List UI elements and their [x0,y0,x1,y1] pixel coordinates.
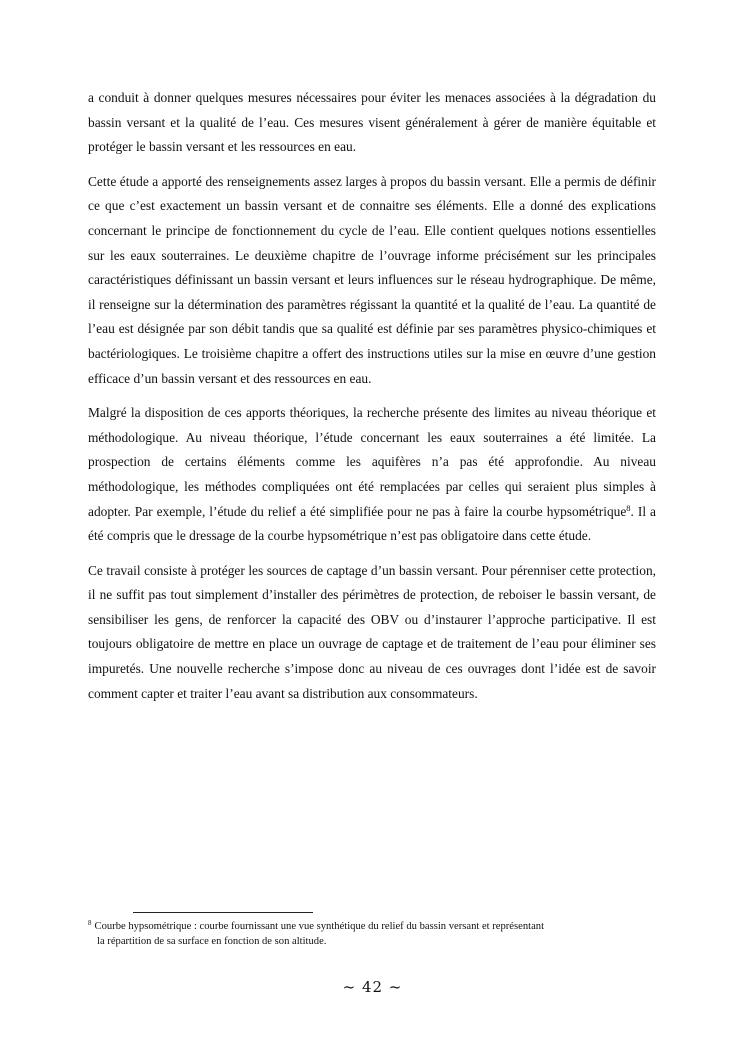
page-number: ~ 42 ~ [342,978,403,996]
paragraph-4: Ce travail consiste à protéger les sources de captage d’un bassin versant. Pour pérenniser cette protection, il ne suffit pas tout simplement d’installer des périmètres de protection, de reboiser le bassin versant, de sensibiliser les gens, de renforcer la capacité des OBV ou d’instaurer l’approche participative. Il est toujours obligatoire de mettre en place un ouvrage de captage et de traitement de l’eau pour éliminer ses impuretés. Une nouvelle recherche s’impose donc au niveau de ces ouvrages dont l’idée est de savoir comment capter et traiter l’eau avant sa distribution aux consommateurs. [88,562,656,701]
footnote-line-2: la répartition de sa surface en fonction de son altitude. [97,935,327,947]
footnote-separator [133,912,313,913]
paragraph-3 [88,401,656,549]
paragraph-1: a conduit à donner quelques mesures nécessaires pour éviter les menaces associées à la dégradation du bassin versant et la qualité de l’eau. Ces mesures visent généralement à gérer de manière équitable et protéger le bassin versant et les ressources en eau. [88,90,656,155]
footnote-line-1: Courbe hypsométrique : courbe fournissant une vue synthétique du relief du bassin versant et représentant [94,921,545,932]
paragraph-3-text-before-ref: Malgré la disposition de ces apports théoriques, la recherche présente des limites au niveau théorique et méthodologique. Au niveau théorique, l’étude concernant les eaux souterraines a été limitée. La prospection de certains éléments comme les aquifères n’a pas été approfondie. Au niveau méthodologique, les méthodes compliquées ont été remplacées par celles qui seraient plus simples à adopter. Par exemple, l’étude du relief a été simplifiée pour ne pas à faire la courbe hypsométrique [88,405,656,519]
paragraph-3-text-after-ref: . Il a été compris que le dressage de la courbe hypsométrique n’est pas obligatoire dans cette étude. [88,503,656,544]
paragraph-2: Cette étude a apporté des renseignements assez larges à propos du bassin versant. Elle a permis de définir ce que c’est exactement un bassin versant et de connaitre ses éléments. Elle a donné des explications concernant le principe de fonctionnement du cycle de l’eau. Elle contient quelques notions essentielles sur les eaux souterraines. Le deuxième chapitre de l’ouvrage informe précisément sur les principales caractéristiques définissant un bassin versant et leurs influences sur le réseau hydrographique. De même, il renseigne sur la détermination des paramètres régissant la quantité et la qualité de l’eau. La quantité de l’eau est désignée par son débit tandis que sa qualité est définie par ses paramètres physico-chimiques et bactériologiques. Le troisième chapitre a offert des instructions utiles sur la mise en œuvre d’une gestion efficace d’un bassin versant et des ressources en eau. [88,173,656,386]
footnote-mark: 8 [88,919,92,927]
footnote-reference: 8 [626,502,631,513]
body-text [88,86,656,716]
footnote [88,920,656,949]
